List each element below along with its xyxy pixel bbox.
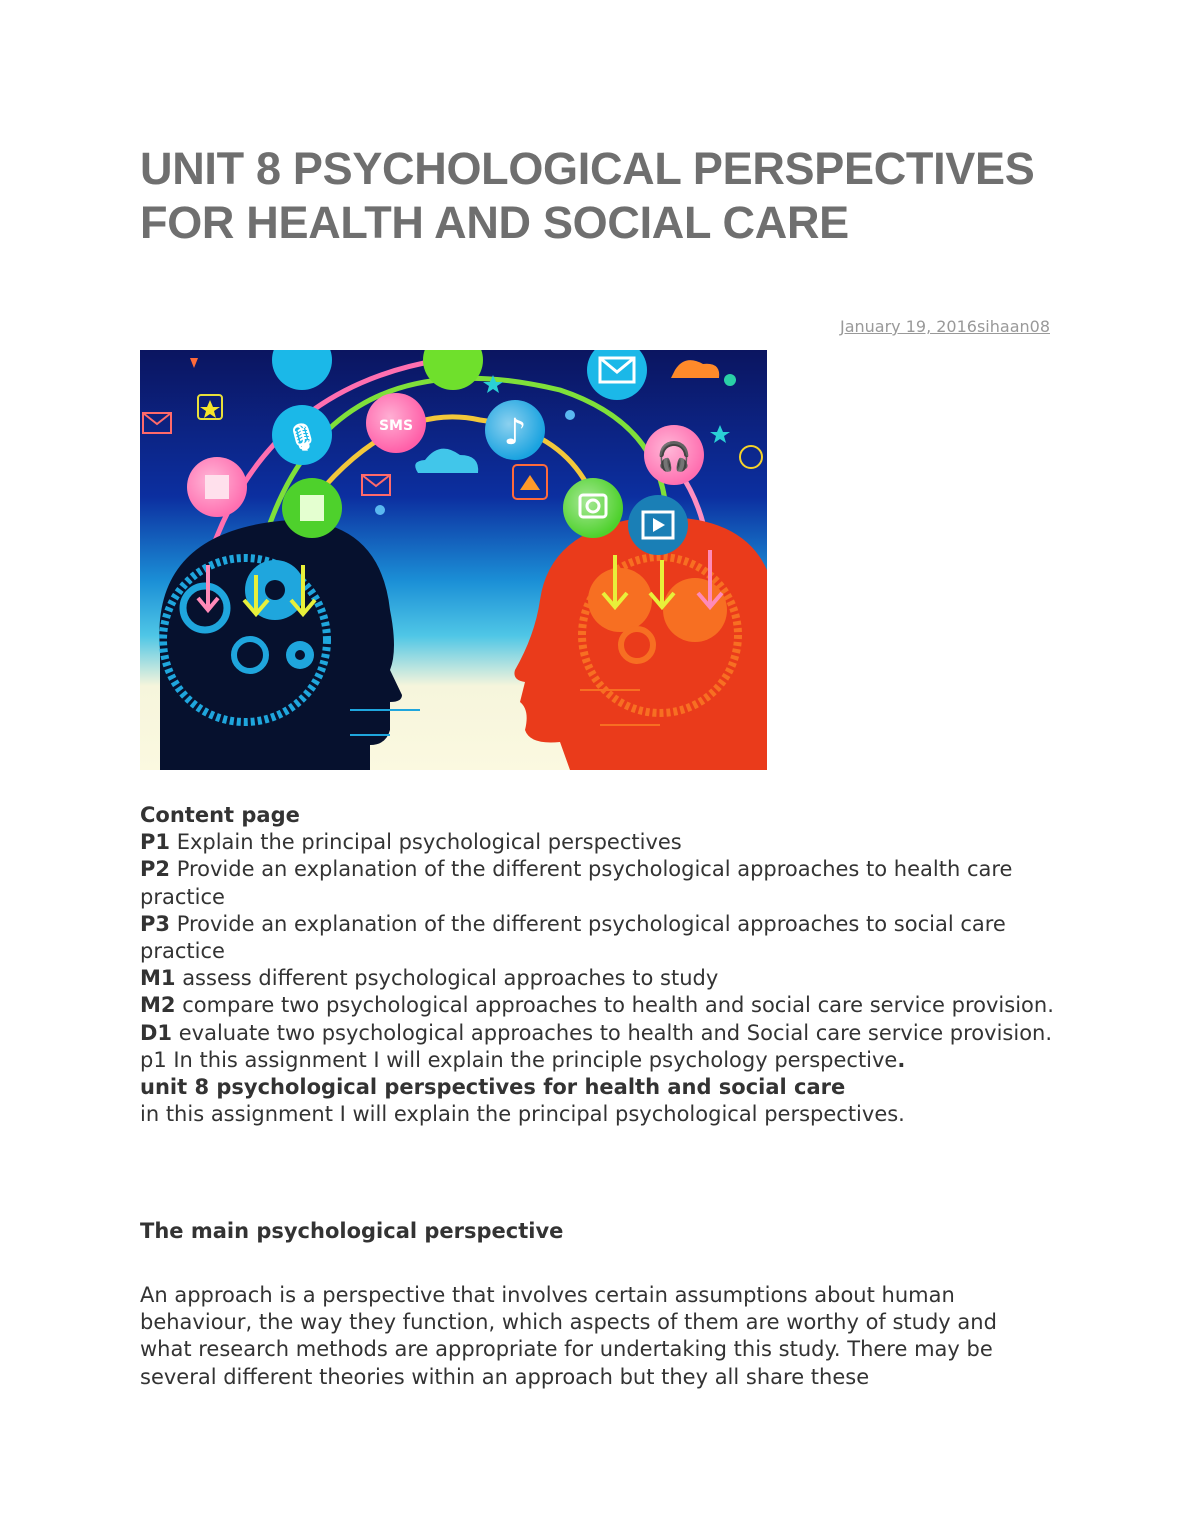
hero-image <box>140 350 767 770</box>
post-date[interactable]: January 19, 2016 <box>839 317 977 336</box>
svg-text:🎙: 🎙 <box>285 423 319 453</box>
content-item-p2: P2 Provide an explanation of the different psychological approaches to health care practice <box>140 857 1013 909</box>
section-paragraph: An approach is a perspective that involves certain assumptions about human behaviour, the way they function, which aspects of them are worthy of study and what research methods are appropriate for undertaking this study. There may be several different theories within an approach but they all share these <box>140 1283 997 1389</box>
unit-subtitle: unit 8 psychological perspectives for health and social care <box>140 1075 846 1100</box>
content-page-section <box>140 802 1055 1128</box>
article-title: UNIT 8 PSYCHOLOGICAL PERSPECTIVES FOR HEALTH AND SOCIAL CARE <box>140 143 1035 248</box>
content-item-p1: P1 Explain the principal psychological perspectives <box>140 830 682 855</box>
content-item-m2: M2 compare two psychological approaches to health and social care service provision. <box>140 993 1054 1018</box>
content-item-m1: M1 assess different psychological approaches to study <box>140 966 719 991</box>
post-meta-link[interactable] <box>840 317 1050 336</box>
svg-text:♪: ♪ <box>503 412 527 453</box>
content-item-d1: D1 evaluate two psychological approaches to health and Social care service provision. <box>140 1020 1053 1045</box>
section-heading: The main psychological perspective <box>140 1219 564 1243</box>
intro-line: in this assignment I will explain the principal psychological perspectives. <box>140 1102 905 1127</box>
svg-text:SMS: SMS <box>378 418 414 434</box>
svg-text:🎧: 🎧 <box>656 440 692 473</box>
content-item-p3: P3 Provide an explanation of the different psychological approaches to social care practice <box>140 911 1006 964</box>
post-author[interactable]: sihaan08 <box>976 317 1050 336</box>
content-page-heading: Content page <box>140 803 300 827</box>
p1-intro-line: p1 In this assignment I will explain the principle psychology perspective. <box>140 1047 906 1072</box>
